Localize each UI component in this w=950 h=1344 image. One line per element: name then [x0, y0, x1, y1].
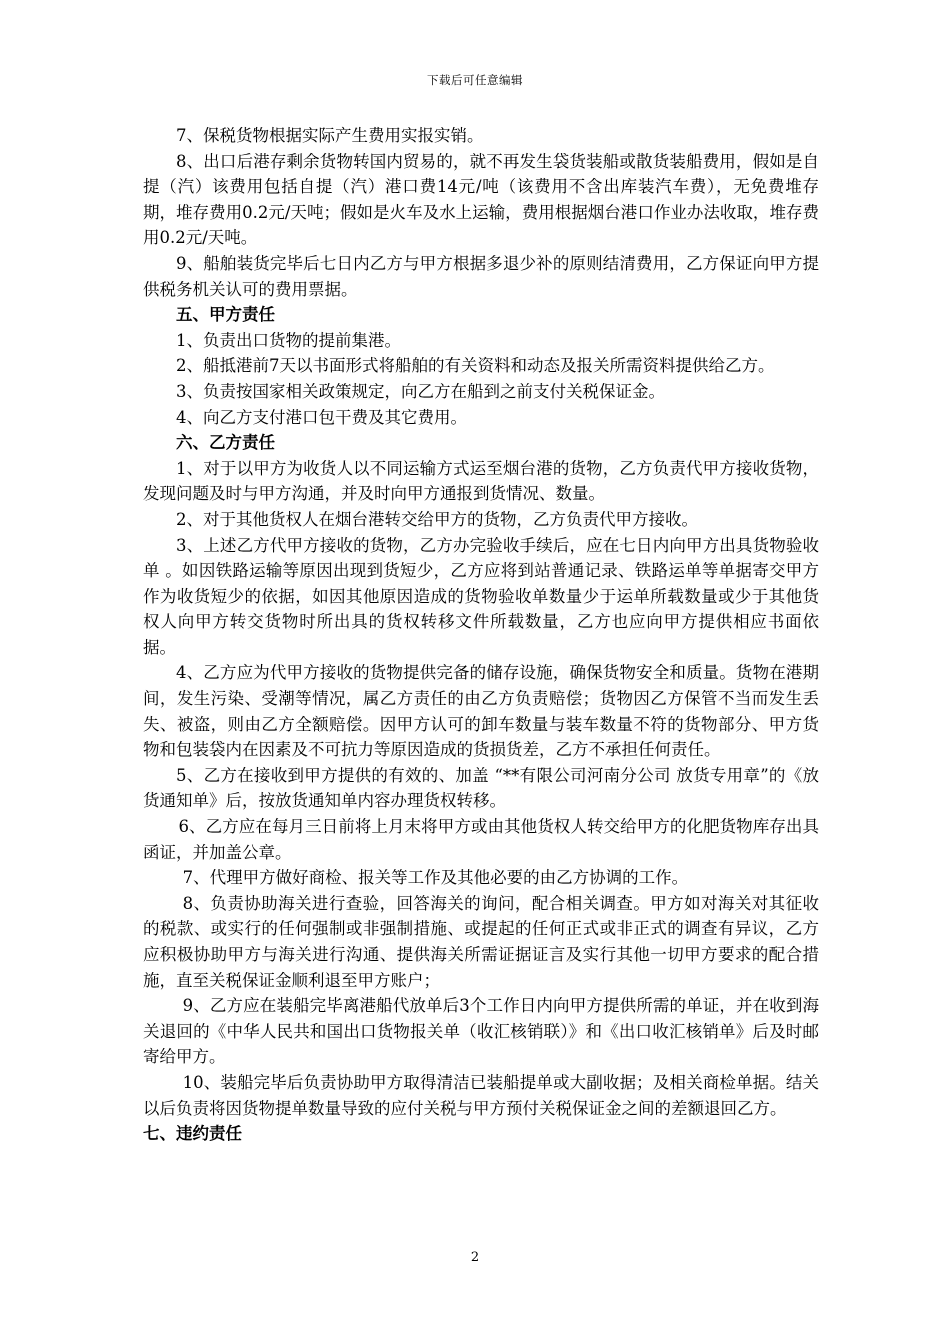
clause-paragraph: 2、船抵港前7天以书面形式将船舶的有关资料和动态及报关所需资料提供给乙方。	[176, 356, 775, 376]
page-header: 下载后可任意编辑	[427, 73, 523, 87]
clause-paragraph: 7、保税货物根据实际产生费用实报实销。	[176, 126, 484, 145]
clause-paragraph: 10、装船完毕后负责协助甲方取得清洁已装船提单或大副收据；及相关商检单据。结关以后负责将因货物提单数量导致的应付关税与甲方预付关税保证金之间的差额退回乙方。	[143, 1072, 819, 1118]
clause-paragraph: 9、船舶装货完毕后七日内乙方与甲方根据多退少补的原则结清费用，乙方保证向甲方提供税务机关认可的费用票据。	[143, 253, 819, 299]
clause-paragraph: 1、负责出口货物的提前集港。	[176, 330, 401, 350]
clause-paragraph: 6、乙方应在每月三日前将上月末将甲方或由其他货权人转交给甲方的化肥货物库存出具函证，并加盖公章。	[143, 817, 819, 862]
clause-paragraph: 3、上述乙方代甲方接收的货物，乙方办完验收手续后，应在七日内向甲方出具货物验收单 。如因铁路运输等原因出现到货短少，乙方应将到站普通记录、铁路运单等单据寄交甲方作为收货短少的依据，如因其他原因造成的货物验收单数量少于运单所载数量或少于其他货权人向甲方转交货物时所出具的货权转移文件所载数量，乙方也应向甲方提供相应书面依据。	[143, 535, 819, 657]
page-number: 2	[470, 1250, 480, 1265]
clause-paragraph: 9、乙方应在装船完毕离港船代放单后3个工作日内向甲方提供所需的单证，并在收到海关退回的《中华人民共和国出口货物报关单（收汇核销联）》和《出口收汇核销单》后及时邮寄给甲方。	[143, 996, 819, 1067]
clause-paragraph: 4、乙方应为代甲方接收的货物提供完备的储存设施，确保货物安全和质量。货物在港期间，发生污染、受潮等情况，属乙方责任的由乙方负责赔偿；货物因乙方保管不当而发生丢失、被盗，则由乙方全额赔偿。因甲方认可的卸车数量与装车数量不符的货物部分、甲方货物和包装袋内在因素及不可抗力等原因造成的货损货差，乙方不承担任何责任。	[143, 663, 819, 760]
section-heading: 五、甲方责任	[176, 305, 275, 325]
clause-paragraph: 1、对于以甲方为收货人以不同运输方式运至烟台港的货物，乙方负责代甲方接收货物，发现问题及时与甲方沟通，并及时向甲方通报到货情况、数量。	[143, 458, 819, 504]
section-heading: 七、违约责任	[143, 1124, 242, 1144]
section-heading: 六、乙方责任	[176, 433, 275, 453]
clause-paragraph: 3、负责按国家相关政策规定，向乙方在船到之前支付关税保证金。	[176, 381, 665, 401]
clause-paragraph: 4、向乙方支付港口包干费及其它费用。	[176, 407, 467, 427]
clause-paragraph: 5、乙方在接收到甲方提供的有效的、加盖 “**有限公司河南分公司 放货专用章”的《放货通知单》后，按放货通知单内容办理货权转移。	[143, 765, 819, 811]
document-body	[143, 123, 819, 1147]
clause-paragraph: 8、负责协助海关进行查验，回答海关的询问，配合相关调查。甲方如对海关对其征收的税款、或实行的任何强制或非强制措施、或提起的任何正式或非正式的调查有异议，乙方应积极协助甲方与海关进行沟通、提供海关所需证据证言及实行其他一切甲方要求的配合措施，直至关税保证金顺利退至甲方账户；	[143, 893, 819, 990]
clause-paragraph: 2、对于其他货权人在烟台港转交给甲方的货物，乙方负责代甲方接收。	[176, 509, 698, 529]
clause-paragraph: 7、代理甲方做好商检、报关等工作及其他必要的由乙方协调的工作。	[182, 868, 689, 888]
clause-paragraph: 8、出口后港存剩余货物转国内贸易的，就不再发生袋货装船或散货装船费用，假如是自提（汽）该费用包括自提（汽）港口费14元/吨（该费用不含出库装汽车费），无免费堆存期，堆存费用0.2元/天吨；假如是火车及水上运输，费用根据烟台港口作业办法收取，堆存费用0.2元/天吨。	[143, 151, 819, 248]
